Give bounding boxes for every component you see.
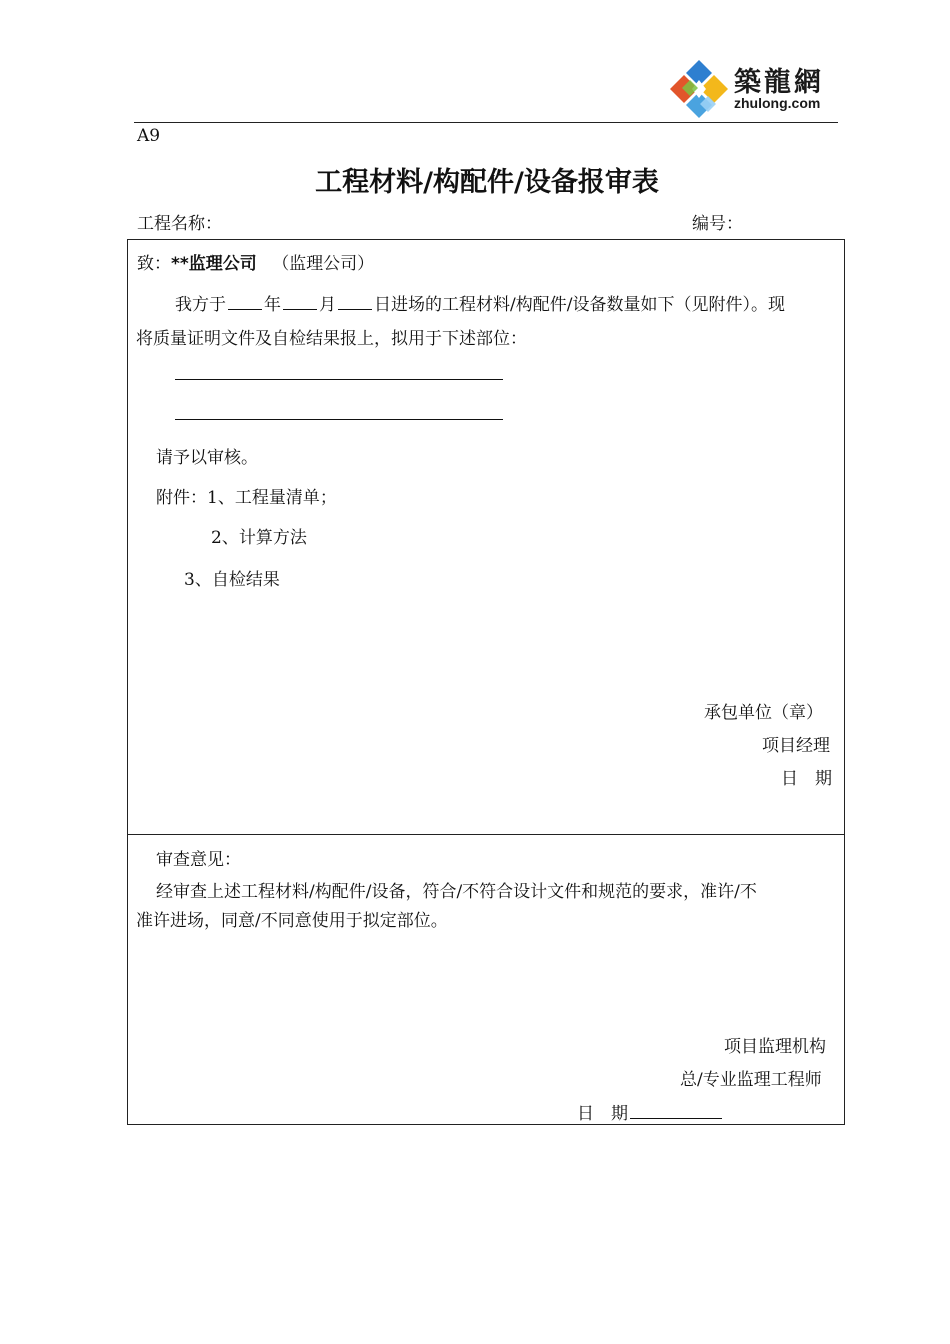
project-name-label: 工程名称：	[137, 214, 222, 234]
form-code: A9	[137, 126, 161, 146]
p1-prefix: 我方于	[175, 295, 226, 315]
project-manager-label: 项目经理	[762, 736, 830, 756]
supervision-engineer-label: 总/专业监理工程师	[680, 1070, 822, 1090]
review-text-line-1: 经审查上述工程材料/构配件/设备，符合/不符合设计文件和规范的要求，准许/不	[156, 882, 757, 902]
supervision-org-label: 项目监理机构	[724, 1037, 826, 1057]
paragraph-line-2: 将质量证明文件及自检结果报上，拟用于下述部位：	[136, 329, 527, 349]
year-blank[interactable]	[228, 291, 262, 310]
paragraph-line-1	[175, 290, 785, 315]
day-blank[interactable]	[338, 291, 372, 310]
to-label: 致：	[137, 254, 171, 274]
logo-name-cn: 築龍網	[734, 67, 824, 98]
to-company: **监理公司	[171, 254, 257, 274]
review-date-blank[interactable]	[630, 1100, 722, 1119]
p1-year: 年	[264, 295, 281, 315]
review-heading: 审查意见：	[156, 850, 241, 870]
review-request: 请予以审核。	[156, 448, 258, 468]
location-blank-2[interactable]	[175, 419, 503, 420]
review-text-line-2: 准许进场，同意/不同意使用于拟定部位。	[136, 911, 448, 931]
zhulong-diamond-icon	[668, 58, 730, 120]
attachments-label: 附件：	[156, 488, 207, 508]
number-label: 编号：	[692, 214, 743, 234]
p1-month: 月	[319, 295, 336, 315]
zhulong-logo	[668, 58, 843, 120]
review-date-line	[577, 1099, 724, 1124]
recipient-line	[137, 249, 374, 274]
review-date-label: 日 期	[577, 1104, 628, 1124]
attachment-item: 2、计算方法	[211, 528, 307, 548]
contractor-date-label: 日 期	[781, 769, 832, 789]
attachment-item: 1、工程量清单；	[207, 488, 337, 508]
header-divider	[134, 122, 838, 123]
location-blank-1[interactable]	[175, 379, 503, 380]
attachment-line-1	[156, 483, 337, 508]
review-section	[127, 834, 845, 1125]
submission-section	[127, 239, 845, 835]
to-note: （监理公司）	[272, 254, 375, 274]
logo-name-en: zhulong.com	[734, 95, 821, 111]
contractor-seal-label: 承包单位（章）	[704, 703, 823, 723]
attachment-item: 3、自检结果	[184, 570, 280, 590]
p1-body: 日进场的工程材料/构配件/设备数量如下（见附件）。现	[374, 295, 785, 315]
month-blank[interactable]	[283, 291, 317, 310]
page-title: 工程材料/构配件/设备报审表	[315, 167, 659, 198]
